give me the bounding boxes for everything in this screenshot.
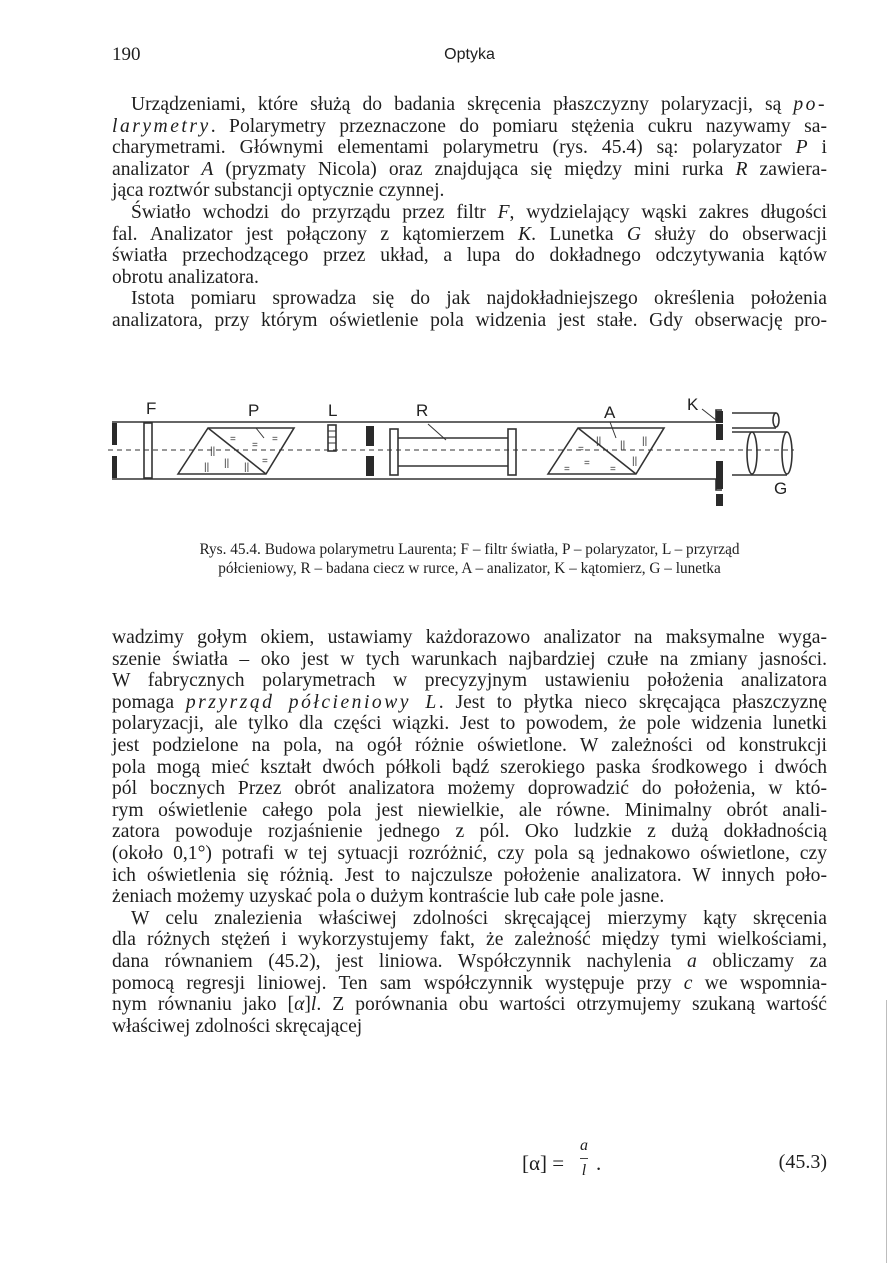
text-segment: . Jest to płytka nieco skręcająca płaszczyznę bbox=[438, 691, 827, 713]
text-line bbox=[112, 288, 827, 310]
emphasized-text: po- bbox=[793, 94, 827, 115]
text-line bbox=[112, 224, 827, 246]
svg-text:||: || bbox=[632, 456, 638, 467]
svg-text:=: = bbox=[262, 456, 268, 467]
equation-period: . bbox=[596, 1151, 602, 1175]
emphasized-text: K bbox=[518, 223, 532, 245]
text-segment: zawiera- bbox=[747, 158, 827, 180]
text-segment: . Polarymetry przeznaczone do pomiaru stężenia cukru nazywamy sa- bbox=[210, 115, 827, 137]
label-P: P bbox=[248, 401, 260, 420]
text-segment: ich oświetlenia się różnią. Jest to najczulsze położenie analizatora. W innych poło- bbox=[112, 864, 827, 886]
text-line bbox=[112, 94, 827, 116]
text-segment: (pryzmaty Nicola) oraz znajdująca się między mini rurka bbox=[213, 158, 736, 180]
caption-line-2: półcieniowy, R – badana ciecz w rurce, A – analizator, K – kątomierz, G – lunetka bbox=[218, 560, 721, 577]
svg-text:||: || bbox=[210, 446, 216, 457]
svg-text:||: || bbox=[244, 462, 250, 473]
text-segment: rym oświetlenie całego pola jest niewielkie, ale równe. Minimalny obrót anali- bbox=[112, 799, 827, 821]
emphasized-text: A bbox=[201, 158, 214, 180]
text-segment: Światło wchodzi do przyrządu przez filtr bbox=[131, 201, 498, 223]
label-P-pointer bbox=[256, 428, 264, 438]
text-segment: służy do obserwacji bbox=[641, 223, 827, 245]
text-segment: wadzimy gołym okiem, ustawiamy każdorazowo analizator na maksymalne wyga- bbox=[112, 627, 827, 648]
text-segment: jest podzielone na pola, na ogół różnie oświetlone. W zależności od konstrukcji bbox=[112, 734, 827, 756]
text-line bbox=[112, 951, 827, 973]
text-line bbox=[112, 310, 827, 332]
text-line bbox=[112, 973, 827, 995]
text-line bbox=[112, 180, 827, 202]
goniometer-K-lower bbox=[716, 461, 723, 489]
text-line bbox=[112, 994, 827, 1016]
text-segment: i bbox=[807, 137, 827, 159]
text-segment: obrotu analizatora. bbox=[112, 266, 259, 288]
text-block-top bbox=[112, 94, 827, 332]
entry-aperture-bottom bbox=[112, 456, 117, 478]
equation-number: (45.3) bbox=[778, 1151, 827, 1173]
text-line bbox=[112, 757, 827, 779]
text-segment: we wspomnia- bbox=[692, 972, 828, 994]
text-line bbox=[112, 929, 827, 951]
text-line bbox=[112, 245, 827, 267]
text-line bbox=[112, 735, 827, 757]
label-K: K bbox=[687, 398, 699, 414]
page-edge bbox=[886, 1000, 887, 1263]
page-number: 190 bbox=[112, 44, 141, 65]
svg-text:=: = bbox=[564, 464, 570, 475]
equation-45-3 bbox=[112, 1136, 827, 1192]
fraction-bar bbox=[580, 1158, 588, 1159]
text-segment: dla różnych stężeń i wykorzystujemy fakt, że zależność między tymi wielkościami, bbox=[112, 929, 827, 951]
goniometer-K-top bbox=[716, 411, 723, 423]
equation-lhs: [α] = bbox=[522, 1151, 565, 1175]
text-line bbox=[112, 159, 827, 181]
emphasized-text: a bbox=[687, 950, 697, 972]
svg-text:=: = bbox=[578, 444, 584, 455]
text-line bbox=[112, 778, 827, 800]
eyepiece-lens-1 bbox=[747, 432, 757, 474]
label-R: R bbox=[416, 401, 429, 420]
caption-line-1: Rys. 45.4. Budowa polarymetru Laurenta; F – filtr światła, P – polaryzator, L – przyrząd bbox=[199, 541, 740, 558]
svg-text:=: = bbox=[610, 464, 616, 475]
page-header bbox=[112, 44, 827, 68]
text-segment: Urządzeniami, które służą do badania skręcenia płaszczyzny polaryzacji, są bbox=[131, 94, 794, 115]
half-shade-device-L bbox=[328, 425, 336, 451]
svg-text:=: = bbox=[272, 434, 278, 445]
text-segment: . Z porównania obu wartości otrzymujemy szukaną wartość bbox=[316, 994, 827, 1016]
text-segment: światła przechodzącego przez układ, a lupa do dokładnego odczytywania kątów bbox=[112, 245, 827, 267]
svg-text:=: = bbox=[252, 440, 258, 451]
equation-denominator: l bbox=[581, 1162, 587, 1179]
emphasized-text: F bbox=[497, 201, 510, 223]
text-segment: polaryzacji, ale tylko dla części wiązki. Jest to powodem, że pole widzenia lunetki bbox=[112, 713, 827, 735]
text-segment: jąca roztwór substancji optycznie czynnej. bbox=[112, 180, 445, 202]
text-segment: pomocą regresji liniowej. Ten sam współczynnik występuje przy bbox=[112, 972, 684, 994]
magnifier-lens bbox=[773, 413, 779, 427]
text-line bbox=[112, 886, 827, 908]
entry-aperture-top bbox=[112, 423, 117, 445]
eyepiece-lens-2 bbox=[782, 432, 792, 474]
text-segment: pomaga bbox=[112, 691, 186, 713]
polarizer-split bbox=[208, 428, 266, 474]
text-line bbox=[112, 116, 827, 138]
prism-hatching bbox=[204, 434, 647, 475]
diagram-labels bbox=[146, 398, 787, 498]
text-segment: ] bbox=[304, 994, 311, 1016]
text-segment: . Lunetka bbox=[531, 223, 627, 245]
label-K-pointer bbox=[702, 409, 716, 420]
text-segment: Istota pomiaru sprowadza się do jak najdokładniejszego określenia położenia bbox=[131, 288, 827, 310]
text-line bbox=[112, 627, 827, 649]
text-segment: charymetrami. Głównymi elementami polarymetru (rys. 45.4) są: polaryzator bbox=[112, 137, 796, 159]
text-segment: W celu znalezienia właściwej zdolności skręcającej mierzymy kąty skręcenia bbox=[131, 907, 827, 929]
emphasized-text: larymetry bbox=[112, 115, 211, 137]
diaphragm-top bbox=[366, 426, 374, 446]
text-line bbox=[112, 267, 827, 289]
text-line bbox=[112, 865, 827, 887]
text-line bbox=[112, 713, 827, 735]
text-segment: zatora powoduje rozjaśnienie jednego z pól. Oko ludzkie z dużą dokładnością bbox=[112, 821, 827, 843]
text-line bbox=[112, 202, 827, 224]
text-segment: fal. Analizator jest połączony z kątomierzem bbox=[112, 223, 519, 245]
label-A-pointer bbox=[610, 422, 616, 438]
text-line bbox=[112, 843, 827, 865]
emphasized-text: przyrząd półcieniowy L bbox=[185, 691, 439, 713]
goniometer-K-upper bbox=[716, 424, 723, 440]
text-line bbox=[112, 670, 827, 692]
text-line bbox=[112, 1016, 827, 1038]
text-segment: pola mogą mieć kształt dwóch półkoli bądź szerokiego paska środkowego i dwóch bbox=[112, 756, 827, 778]
text-segment: właściwej zdolności skręcającej bbox=[112, 1015, 363, 1037]
text-segment: (około 0,1°) potrafi w tej sytuacji rozróżnić, czy pola są jednakowo oświetlone, czy bbox=[112, 842, 827, 864]
text-segment: W fabrycznych polarymetrach w precyzyjnym ustawieniu położenia analizatora bbox=[112, 670, 827, 692]
diaphragm-bottom bbox=[366, 456, 374, 476]
running-title: Optyka bbox=[444, 46, 495, 63]
emphasized-text: l bbox=[310, 994, 317, 1016]
svg-text:||: || bbox=[204, 462, 210, 473]
text-line bbox=[112, 800, 827, 822]
text-segment: szenie światła – oko jest w tych warunkach najbardziej czułe na zmiany jasności. bbox=[112, 648, 827, 670]
svg-text:||: || bbox=[620, 440, 626, 451]
tube-R-end-right bbox=[508, 429, 516, 475]
svg-text:||: || bbox=[224, 458, 230, 469]
text-segment: analizator bbox=[112, 158, 202, 180]
label-A: A bbox=[604, 403, 616, 422]
label-F: F bbox=[146, 399, 157, 418]
text-segment: nym równaniu jako [ bbox=[112, 994, 295, 1016]
emphasized-text: c bbox=[683, 972, 693, 994]
text-segment: obliczamy za bbox=[696, 950, 827, 972]
emphasized-text: α bbox=[294, 994, 305, 1016]
svg-text:||: || bbox=[596, 436, 602, 447]
text-line bbox=[112, 908, 827, 930]
tube-R-end-left bbox=[390, 429, 398, 475]
svg-text:=: = bbox=[584, 458, 590, 469]
text-line bbox=[112, 692, 827, 714]
text-line bbox=[112, 649, 827, 671]
label-G: G bbox=[774, 479, 788, 498]
figure-caption bbox=[112, 540, 827, 578]
text-segment: żeniach możemy uzyskać pola o dużym kontraście lub całe pole jasne. bbox=[112, 886, 665, 908]
equation-numerator: a bbox=[580, 1137, 588, 1154]
text-line bbox=[112, 821, 827, 843]
emphasized-text: P bbox=[795, 137, 808, 159]
emphasized-text: R bbox=[735, 158, 748, 180]
equation-fraction bbox=[578, 1136, 590, 1181]
text-segment: pól bocznych Przez obrót analizatora możemy doprowadzić do położenia, w któ- bbox=[112, 778, 827, 800]
text-line bbox=[112, 137, 827, 159]
polarimeter-diagram bbox=[104, 398, 804, 518]
goniometer-K-bottom bbox=[716, 494, 723, 506]
label-L: L bbox=[328, 401, 338, 420]
emphasized-text: G bbox=[626, 223, 642, 245]
text-block-bottom bbox=[112, 627, 827, 1037]
text-segment: , wydzielający wąski zakres długości bbox=[509, 201, 827, 223]
text-segment: dana równaniem (45.2), jest liniowa. Współczynnik nachylenia bbox=[112, 950, 688, 972]
svg-text:||: || bbox=[642, 436, 648, 447]
svg-text:=: = bbox=[230, 434, 236, 445]
text-segment: analizatora, przy którym oświetlenie pola widzenia jest stałe. Gdy obserwację pro- bbox=[112, 309, 827, 331]
